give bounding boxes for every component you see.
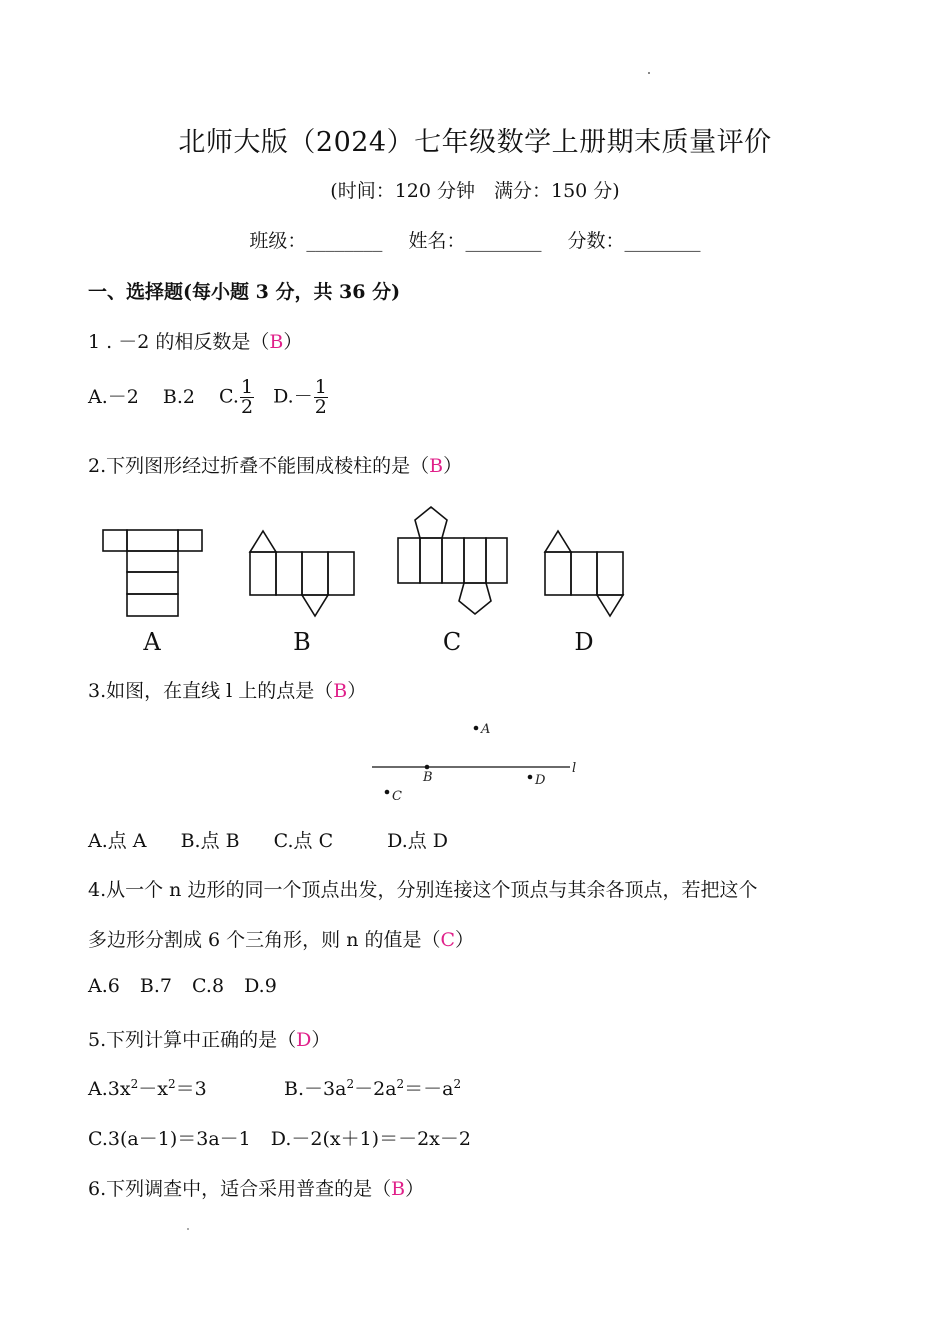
name-field: 姓名：________ xyxy=(408,230,542,252)
point-b xyxy=(425,765,430,770)
answer-3: B xyxy=(333,680,348,702)
option-c: C.3(a－1)＝3a－1 xyxy=(88,1128,251,1150)
option-c: C.点 C xyxy=(273,830,334,852)
fraction-half: $\frac{1}{2}$ xyxy=(240,376,254,418)
figure-label-d: D xyxy=(574,628,594,656)
exam-meta: (时间：120 分钟 满分：150 分) xyxy=(330,180,620,202)
figure-label-a: A xyxy=(143,628,161,656)
option-a: $A.3x^2-x^2=3$ xyxy=(88,1077,207,1100)
net-d xyxy=(545,531,623,616)
scan-speck xyxy=(187,1228,189,1230)
question-6-stem: 6.下列调查中，适合采用普查的是（B） xyxy=(88,1178,425,1200)
answer-2: B xyxy=(429,455,444,477)
option-b: $B.-3a^2-2a^2=-a^2$ xyxy=(284,1077,462,1100)
option-d: D.－ $\frac{1}{2}$ xyxy=(273,376,327,418)
question-4-options xyxy=(88,975,277,997)
option-a: A.点 A xyxy=(88,830,147,852)
class-field: 班级：________ xyxy=(249,230,383,252)
point-d xyxy=(528,775,533,780)
page-title: 北师大版（2024）七年级数学上册期末质量评价 xyxy=(178,127,772,158)
fraction-half: $\frac{1}{2}$ xyxy=(314,376,327,418)
score-field: 分数：________ xyxy=(567,230,701,252)
net-c xyxy=(398,507,507,614)
point-a xyxy=(474,726,479,731)
question-2-stem: 2.下列图形经过折叠不能围成棱柱的是（B） xyxy=(88,455,463,477)
figure-label-b: B xyxy=(293,628,311,656)
option-d: D.－2(x＋1)＝－2x－2 xyxy=(270,1128,471,1150)
net-b xyxy=(250,531,354,616)
question-1-options xyxy=(88,378,329,417)
answer-1: B xyxy=(269,331,284,353)
figure-label-c: C xyxy=(442,628,462,656)
option-c: C.8 xyxy=(192,975,225,997)
prism-nets-figure xyxy=(0,495,950,665)
point-c xyxy=(385,790,390,795)
question-4-stem: 多边形分割成 6 个三角形，则 n 的值是（C） xyxy=(88,929,475,951)
question-4-line-1: 4.从一个 n 边形的同一个顶点出发，分别连接这个顶点与其余各顶点，若把这个 xyxy=(88,879,758,901)
answer-6: B xyxy=(391,1178,406,1200)
answer-4: C xyxy=(440,929,456,951)
option-a: A.－2 xyxy=(88,385,139,408)
question-3-options xyxy=(88,826,448,853)
section-heading: 一、选择题(每小题 3 分，共 36 分) xyxy=(88,281,401,303)
question-3-stem: 3.如图，在直线 l 上的点是（B） xyxy=(88,680,367,702)
question-1-stem: 1 . －2 的相反数是（B） xyxy=(88,331,303,353)
question-5-options-row-1 xyxy=(88,1074,461,1101)
label-point-c: C xyxy=(392,789,402,804)
option-b: B.7 xyxy=(139,975,172,997)
scan-speck xyxy=(648,72,650,74)
option-d: D.9 xyxy=(244,975,277,997)
answer-5: D xyxy=(296,1029,312,1051)
option-b: B.点 B xyxy=(180,830,240,852)
line-points-figure xyxy=(360,712,600,812)
option-c: C. $\frac{1}{2}$ xyxy=(219,376,254,418)
label-point-d: D xyxy=(535,773,546,788)
label-line-l: l xyxy=(572,761,577,776)
student-info-line xyxy=(0,226,950,253)
option-a: A.6 xyxy=(88,975,120,997)
label-point-b: B xyxy=(423,770,433,785)
option-d: D.点 D xyxy=(387,830,449,852)
net-a xyxy=(103,530,202,616)
question-5-stem: 5.下列计算中正确的是（D） xyxy=(88,1029,331,1051)
question-5-options-row-2 xyxy=(88,1124,471,1151)
option-b: B.2 xyxy=(162,385,195,408)
label-point-a: A xyxy=(481,722,491,737)
